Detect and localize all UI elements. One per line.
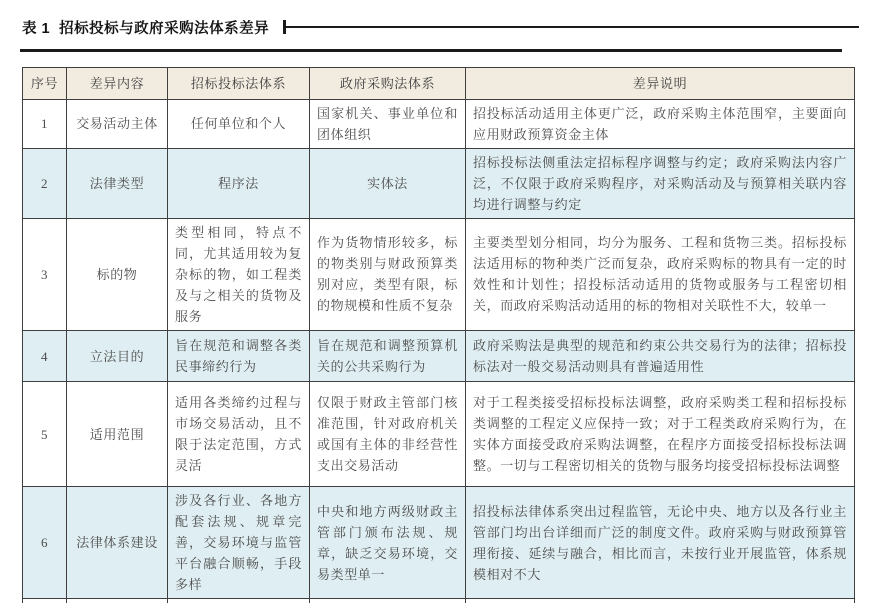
cell-cutoff	[23, 599, 67, 603]
cell-bidding: 任何单位和个人	[168, 99, 310, 148]
cell-content: 立法目的	[67, 331, 168, 382]
cell-cutoff	[168, 599, 310, 603]
cell-explanation: 招标投标法侧重法定招标程序调整与约定；政府采购法内容广泛，不仅限于政府采购程序，对采购活动及与预算相关联内容均进行调整与约定	[466, 148, 855, 218]
cell-content: 标的物	[67, 218, 168, 330]
table-row-cutoff	[23, 599, 855, 603]
column-header-1: 序号	[23, 67, 67, 99]
table-header-row	[23, 67, 855, 99]
cell-procurement: 仅限于财政主管部门核准范围，针对政府机关或国有主体的非经营性支出交易活动	[310, 382, 466, 487]
cell-bidding: 涉及各行业、各地方配套法规、规章完善，交易环境与监管平台融合顺畅，手段多样	[168, 487, 310, 599]
cell-no: 2	[23, 148, 67, 218]
cell-procurement: 实体法	[310, 148, 466, 218]
table-row-2	[23, 148, 855, 218]
cell-procurement: 中央和地方两级财政主管部门颁布法规、规章，缺乏交易环境，交易类型单一	[310, 487, 466, 599]
column-header-5: 差异说明	[466, 67, 855, 99]
cell-bidding: 旨在规范和调整各类民事缔约行为	[168, 331, 310, 382]
table-row-5	[23, 382, 855, 487]
cell-content: 法律类型	[67, 148, 168, 218]
comparison-table	[22, 67, 855, 603]
cell-content: 交易活动主体	[67, 99, 168, 148]
cell-cutoff	[67, 599, 168, 603]
title-divider-rule	[20, 49, 842, 52]
cell-no: 1	[23, 99, 67, 148]
table-row-3	[23, 218, 855, 330]
cell-explanation: 对于工程类接受招标投标法调整，政府采购类工程和招标投标类调整的工程定义应保持一致；对于工程类政府采购行为，在实体方面接受政府采购法调整，在程序方面接受招标投标法调整。一切与工程密切相关的货物与服务均接受招标投标法调整	[466, 382, 855, 487]
cell-procurement: 国家机关、事业单位和团体组织	[310, 99, 466, 148]
cell-cutoff	[466, 599, 855, 603]
cell-no: 4	[23, 331, 67, 382]
cell-explanation: 主要类型划分相同，均分为服务、工程和货物三类。招标投标法适用标的物种类广泛而复杂，政府采购标的物具有一定的时效性和计划性；招投标活动适用的货物或服务与工程密切相关，而政府采购活动适用的标的物相对关联性不大，较单一	[466, 218, 855, 330]
cell-content: 适用范围	[67, 382, 168, 487]
cell-explanation: 政府采购法是典型的规范和约束公共交易行为的法律；招标投标法对一般交易活动则具有普遍适用性	[466, 331, 855, 382]
column-header-4: 政府采购法体系	[310, 67, 466, 99]
table-caption-row	[22, 14, 857, 40]
cell-no: 3	[23, 218, 67, 330]
cell-content: 法律体系建设	[67, 487, 168, 599]
cell-no: 5	[23, 382, 67, 487]
column-header-2: 差异内容	[67, 67, 168, 99]
cell-cutoff	[310, 599, 466, 603]
cell-bidding: 类型相同，特点不同，尤其适用较为复杂标的物，如工程类及与之相关的货物及服务	[168, 218, 310, 330]
table-title: 表 1 招标投标与政府采购法体系差异	[22, 20, 270, 37]
cell-procurement: 作为货物情形较多，标的物类别与财政预算类别对应，类型有限，标的物规模和性质不复杂	[310, 218, 466, 330]
table-row-6	[23, 487, 855, 599]
cell-bidding: 适用各类缔约过程与市场交易活动，且不限于法定范围，方式灵活	[168, 382, 310, 487]
cell-no: 6	[23, 487, 67, 599]
cell-bidding: 程序法	[168, 148, 310, 218]
cell-procurement: 旨在规范和调整预算机关的公共采购行为	[310, 331, 466, 382]
cell-explanation: 招投标法律体系突出过程监管，无论中央、地方以及各行业主管部门均出台详细而广泛的制度文件。政府采购与财政预算管理衔接、延续与融合，相比而言，未按行业开展监管，体系规模相对不大	[466, 487, 855, 599]
table-row-1	[23, 99, 855, 148]
title-leader-line	[283, 20, 859, 34]
table-row-4	[23, 331, 855, 382]
column-header-3: 招标投标法体系	[168, 67, 310, 99]
cell-explanation: 招投标活动适用主体更广泛，政府采购主体范围窄，主要面向应用财政预算资金主体	[466, 99, 855, 148]
